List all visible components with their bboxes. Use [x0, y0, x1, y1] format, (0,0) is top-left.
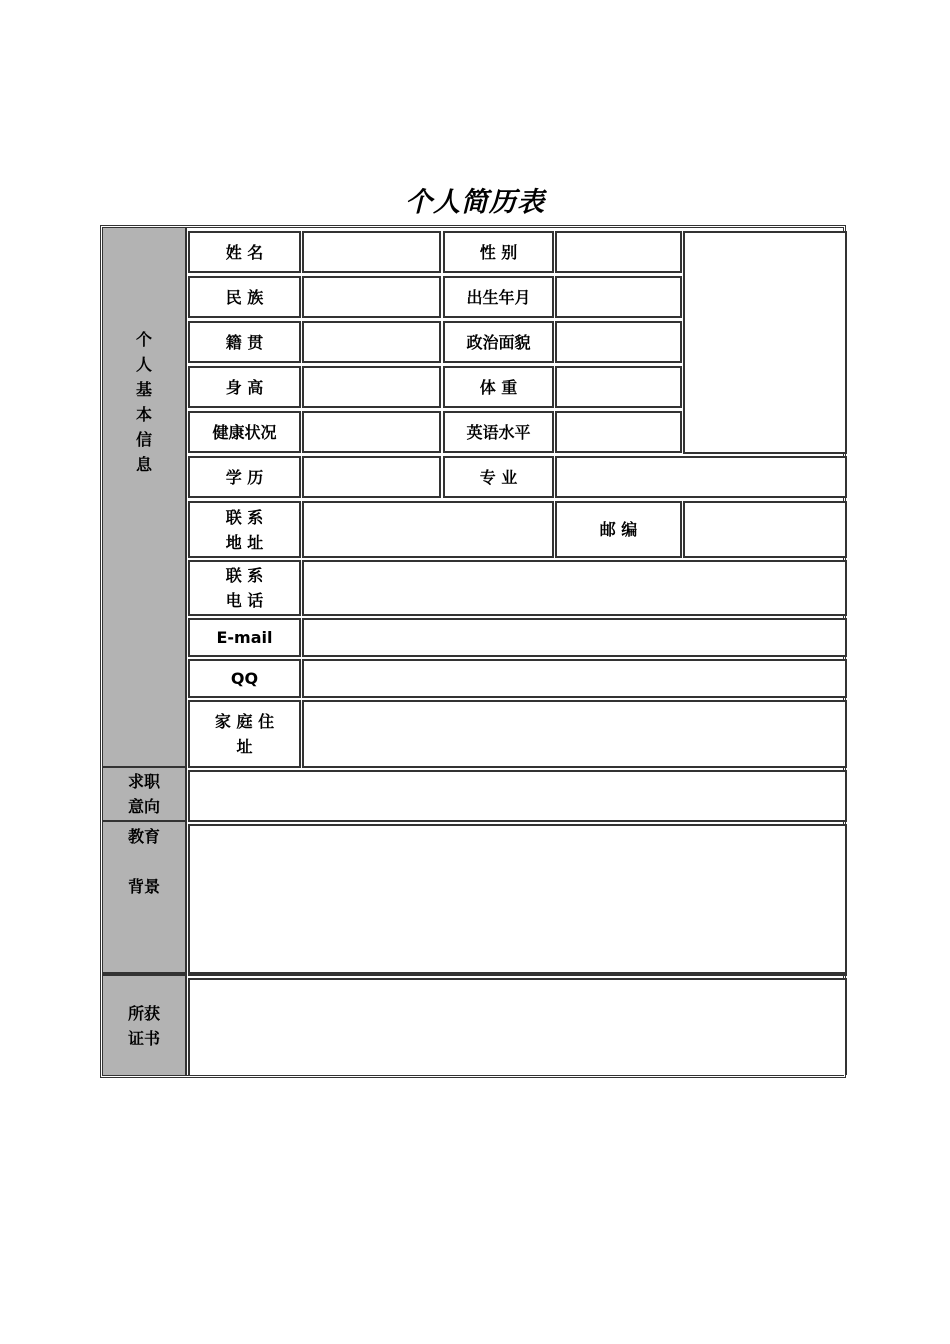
section-education-label: 教育 背景 [127, 827, 160, 896]
label-english: 英语水平 [443, 411, 554, 453]
label-email: E-mail [188, 618, 301, 657]
label-phone: 联 系 电 话 [188, 560, 301, 616]
value-qq[interactable] [302, 659, 847, 698]
label-height: 身 高 [188, 366, 301, 408]
value-gender[interactable] [555, 231, 682, 273]
label-weight: 体 重 [443, 366, 554, 408]
value-certificates[interactable] [188, 978, 847, 1075]
label-ethnicity: 民 族 [188, 276, 301, 318]
value-email[interactable] [302, 618, 847, 657]
section-certificates-label: 所获 证书 [127, 1003, 160, 1048]
section-certificates [103, 976, 187, 1075]
value-birth[interactable] [555, 276, 682, 318]
label-gender: 性 别 [443, 231, 554, 273]
label-health: 健康状况 [188, 411, 301, 453]
value-education[interactable] [302, 456, 441, 498]
page-title: 个人简历表 [405, 187, 545, 218]
resume-table [100, 225, 846, 1078]
section-education [103, 822, 187, 976]
value-postcode[interactable] [683, 501, 847, 558]
photo-box[interactable] [683, 231, 847, 454]
value-education-background[interactable] [188, 824, 847, 976]
value-job-intent[interactable] [188, 770, 847, 822]
value-name[interactable] [302, 231, 441, 273]
label-name: 姓 名 [188, 231, 301, 273]
label-education: 学 历 [188, 456, 301, 498]
value-address[interactable] [302, 501, 554, 558]
value-health[interactable] [302, 411, 441, 453]
value-political[interactable] [555, 321, 682, 363]
value-phone[interactable] [302, 560, 847, 616]
section-personal-label: 个 人 基 本 信 息 [135, 330, 152, 474]
label-address: 联 系 地 址 [188, 501, 301, 558]
section-intent [103, 768, 187, 822]
value-ethnicity[interactable] [302, 276, 441, 318]
section-intent-label: 求职 意向 [127, 772, 160, 816]
label-major: 专 业 [443, 456, 554, 498]
label-birth: 出生年月 [443, 276, 554, 318]
section-personal-info [103, 228, 187, 768]
value-home-address[interactable] [302, 700, 847, 768]
label-political: 政治面貌 [443, 321, 554, 363]
value-weight[interactable] [555, 366, 682, 408]
value-english[interactable] [555, 411, 682, 453]
value-height[interactable] [302, 366, 441, 408]
label-hometown: 籍 贯 [188, 321, 301, 363]
label-qq: QQ [188, 659, 301, 698]
value-major[interactable] [555, 456, 847, 498]
value-hometown[interactable] [302, 321, 441, 363]
label-postcode: 邮 编 [555, 501, 682, 558]
label-home-address: 家 庭 住 址 [188, 700, 301, 768]
